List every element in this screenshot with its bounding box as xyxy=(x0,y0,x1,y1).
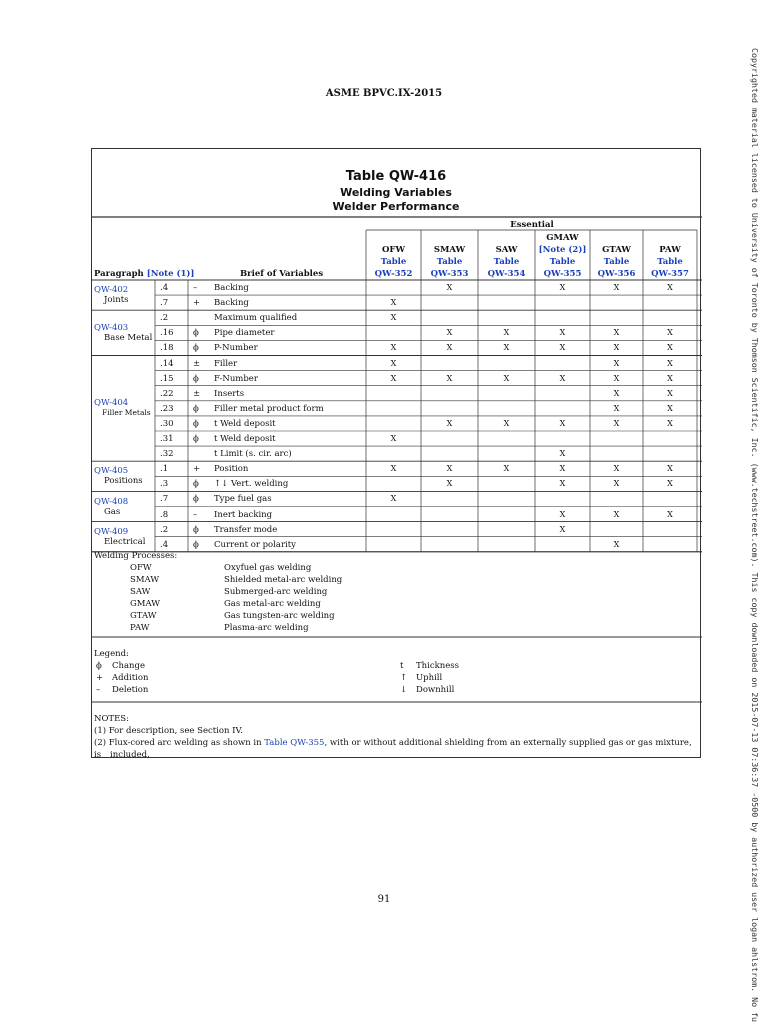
group-code-link[interactable]: QW-402 xyxy=(94,285,129,296)
row-paragraph: .2 xyxy=(160,524,169,535)
process-header-gtaw xyxy=(590,244,643,280)
group-code-link[interactable]: QW-408 xyxy=(94,496,129,507)
row-mark-gtaw: X xyxy=(613,479,620,489)
process-header-smaw xyxy=(421,244,478,280)
group-name: Positions xyxy=(104,476,143,487)
row-mark-gmaw: X xyxy=(559,449,566,459)
legend-symbol: ↓ xyxy=(400,685,408,695)
process-abbr: SAW xyxy=(130,587,151,597)
running-header: ASME BPVC.IX-2015 xyxy=(325,88,443,99)
table-qw-355-link[interactable]: Table QW-355 xyxy=(264,738,325,748)
process-header-gmaw xyxy=(535,232,590,280)
row-symbol: + xyxy=(193,464,201,475)
row-paragraph: .32 xyxy=(160,449,174,460)
row-mark-ofw: X xyxy=(390,434,397,443)
legend-label: Deletion xyxy=(112,685,149,695)
legend-heading: Legend: xyxy=(94,649,129,659)
row-mark-gmaw: X xyxy=(559,509,566,519)
process-header-ref2[interactable]: QW-355 xyxy=(543,269,582,279)
row-mark-gtaw: X xyxy=(613,509,620,519)
row-mark-smaw: X xyxy=(446,373,453,383)
table-grid xyxy=(92,149,702,759)
row-description: Type fuel gas xyxy=(214,494,272,505)
row-mark-ofw: X xyxy=(390,298,397,308)
row-symbol: ϕ xyxy=(193,539,199,550)
row-description: Backing xyxy=(214,298,249,309)
process-abbr: OFW xyxy=(130,563,152,573)
row-mark-gmaw: X xyxy=(559,343,566,353)
group-label xyxy=(94,527,145,547)
row-mark-smaw: X xyxy=(446,464,453,474)
row-mark-gtaw: X xyxy=(613,283,620,292)
row-description: Current or polarity xyxy=(214,539,296,550)
row-mark-ofw: X xyxy=(390,464,397,474)
process-header-ref2[interactable]: QW-353 xyxy=(430,269,469,279)
row-mark-paw: X xyxy=(667,328,673,338)
row-paragraph: .18 xyxy=(160,343,174,354)
row-description: Backing xyxy=(214,283,249,293)
row-paragraph: .22 xyxy=(160,388,174,399)
essential-header: Essential xyxy=(510,220,554,230)
process-header-ref2[interactable]: QW-352 xyxy=(374,269,413,279)
group-label xyxy=(94,285,129,305)
row-mark-smaw: X xyxy=(446,343,453,353)
row-symbol: ϕ xyxy=(193,479,199,490)
row-description: t Weld deposit xyxy=(214,434,276,444)
row-paragraph: .4 xyxy=(160,539,169,550)
row-mark-gmaw: X xyxy=(559,418,566,428)
paragraph-header xyxy=(94,268,194,280)
row-mark-ofw: X xyxy=(390,313,397,323)
process-header-ref2[interactable]: QW-357 xyxy=(651,269,689,279)
legend-symbol: ϕ xyxy=(96,661,102,671)
table-subtitle-1: Welding Variables xyxy=(340,186,452,199)
row-mark-ofw: X xyxy=(390,343,397,353)
legend-symbol: – xyxy=(96,685,101,695)
note-2-text: (2) Flux-cored arc welding as shown in xyxy=(94,738,265,748)
row-paragraph: .1 xyxy=(160,464,169,475)
process-header-ref1[interactable]: Table xyxy=(436,257,463,267)
note-2 xyxy=(94,737,700,761)
group-code-link[interactable]: QW-405 xyxy=(94,466,129,477)
row-symbol: ϕ xyxy=(193,524,199,535)
notes-heading: NOTES: xyxy=(94,714,129,724)
row-paragraph: .3 xyxy=(160,479,169,490)
row-description: t Weld deposit xyxy=(214,418,276,429)
group-label xyxy=(94,398,151,418)
process-header-ref1[interactable]: Table xyxy=(493,257,520,267)
row-paragraph: .4 xyxy=(160,283,169,293)
row-description: Transfer mode xyxy=(214,524,278,535)
process-header-ref2[interactable]: QW-356 xyxy=(597,269,636,279)
process-name: Gas metal-arc welding xyxy=(224,599,321,609)
note-1-link[interactable]: [Note (1)] xyxy=(146,269,195,279)
row-mark-gtaw: X xyxy=(613,388,620,398)
process-header-name: PAW xyxy=(659,245,681,255)
legend-label: Uphill xyxy=(416,673,443,683)
row-mark-paw: X xyxy=(667,509,673,519)
row-mark-gmaw: X xyxy=(559,464,566,474)
note-1: (1) For description, see Section IV. xyxy=(94,726,243,736)
legend-label: Thickness xyxy=(416,661,460,671)
row-symbol: ϕ xyxy=(193,373,199,384)
row-mark-paw: X xyxy=(667,403,673,413)
group-code-link[interactable]: QW-403 xyxy=(94,322,129,333)
process-header-paw xyxy=(643,244,697,280)
process-header-note[interactable]: [Note (2)] xyxy=(538,245,587,255)
paragraph-label: Paragraph xyxy=(94,269,144,279)
process-abbr: GTAW xyxy=(130,611,157,621)
row-paragraph: .7 xyxy=(160,298,169,309)
process-name: Gas tungsten-arc welding xyxy=(224,611,335,621)
row-mark-paw: X xyxy=(667,283,673,292)
legend-symbol: + xyxy=(96,673,104,683)
row-mark-smaw: X xyxy=(446,328,453,338)
row-description: Filler metal product form xyxy=(214,403,324,414)
row-paragraph: .8 xyxy=(160,509,169,520)
row-mark-gmaw: X xyxy=(559,524,566,534)
row-symbol: – xyxy=(193,283,198,293)
group-label xyxy=(94,497,128,517)
row-paragraph: .23 xyxy=(160,403,174,414)
row-description: Filler xyxy=(214,358,238,369)
row-mark-gtaw: X xyxy=(613,373,620,383)
group-label xyxy=(94,466,143,486)
process-name: Oxyfuel gas welding xyxy=(224,563,312,573)
group-code-link[interactable]: QW-409 xyxy=(94,526,129,537)
process-name: Shielded metal-arc welding xyxy=(224,575,343,585)
group-name: Electrical xyxy=(104,536,146,547)
note-2-continuation: included. xyxy=(110,750,150,760)
row-paragraph: .15 xyxy=(160,373,174,384)
row-paragraph: .16 xyxy=(160,328,174,339)
row-symbol: ϕ xyxy=(193,418,199,429)
table-frame xyxy=(91,148,701,758)
process-header-ref2[interactable]: QW-354 xyxy=(487,269,526,279)
row-mark-saw: X xyxy=(503,464,510,474)
row-symbol: ± xyxy=(193,358,201,369)
row-mark-ofw: X xyxy=(390,494,397,504)
row-mark-saw: X xyxy=(503,418,510,428)
row-symbol: ϕ xyxy=(193,328,199,339)
row-symbol: ϕ xyxy=(193,343,199,354)
row-mark-paw: X xyxy=(667,373,673,383)
process-header-name: GMAW xyxy=(546,233,579,243)
process-abbr: SMAW xyxy=(130,575,160,585)
process-header-name: OFW xyxy=(382,245,405,255)
process-header-ref1[interactable]: Table xyxy=(657,257,683,267)
row-mark-paw: X xyxy=(667,388,673,398)
legend-label: Downhill xyxy=(416,685,455,695)
row-mark-gtaw: X xyxy=(613,403,620,413)
row-description: Maximum qualified xyxy=(214,313,298,324)
group-name: Joints xyxy=(104,295,129,306)
row-symbol: ϕ xyxy=(193,434,199,444)
group-code-link[interactable]: QW-404 xyxy=(94,398,129,409)
row-symbol: ϕ xyxy=(193,494,199,505)
row-description: F-Number xyxy=(214,373,258,384)
brief-header: Brief of Variables xyxy=(240,269,324,279)
note-2-text-cont: , with or without additional shielding from an externally supplied gas or gas mixture, is xyxy=(94,738,692,760)
row-mark-paw: X xyxy=(667,343,673,353)
row-mark-smaw: X xyxy=(446,283,453,292)
row-mark-gtaw: X xyxy=(613,418,620,428)
row-paragraph: .7 xyxy=(160,494,169,505)
row-mark-ofw: X xyxy=(390,358,397,368)
process-name: Submerged-arc welding xyxy=(224,587,328,597)
row-mark-gmaw: X xyxy=(559,479,566,489)
row-mark-paw: X xyxy=(667,358,673,368)
process-header-name: GTAW xyxy=(602,245,631,255)
process-header-ref1[interactable]: Table xyxy=(549,257,576,267)
group-name: Filler Metals xyxy=(102,408,151,418)
welding-processes-heading: Welding Processes: xyxy=(94,551,178,561)
row-mark-smaw: X xyxy=(446,418,453,428)
row-mark-ofw: X xyxy=(390,373,397,383)
row-mark-gtaw: X xyxy=(613,358,620,368)
row-description: Inert backing xyxy=(214,509,273,520)
process-abbr: PAW xyxy=(130,623,150,633)
legend-label: Addition xyxy=(112,673,149,683)
row-paragraph: .30 xyxy=(160,418,174,429)
row-mark-smaw: X xyxy=(446,479,453,489)
row-symbol: – xyxy=(193,509,198,520)
row-mark-gmaw: X xyxy=(559,328,566,338)
process-header-ofw xyxy=(366,244,421,280)
row-mark-gmaw: X xyxy=(559,373,566,383)
process-name: Plasma-arc welding xyxy=(224,623,309,633)
page-number: 91 xyxy=(377,894,391,905)
legend-symbol: ↑ xyxy=(400,673,408,683)
row-description: Inserts xyxy=(214,388,245,399)
legend-label: Change xyxy=(112,661,145,671)
row-mark-saw: X xyxy=(503,328,510,338)
process-header-name: SAW xyxy=(495,245,518,255)
process-header-saw xyxy=(478,244,535,280)
process-header-ref1[interactable]: Table xyxy=(380,257,407,267)
group-name: Base Metal xyxy=(104,332,153,343)
group-name: Gas xyxy=(104,506,121,517)
row-mark-paw: X xyxy=(667,464,673,474)
row-symbol: ϕ xyxy=(193,403,199,414)
row-paragraph: .14 xyxy=(160,358,174,369)
row-mark-saw: X xyxy=(503,373,510,383)
row-paragraph: .2 xyxy=(160,313,169,324)
process-header-ref1[interactable]: Table xyxy=(603,257,630,267)
table-subtitle-2: Welder Performance xyxy=(332,200,460,213)
row-mark-gtaw: X xyxy=(613,464,620,474)
row-paragraph: .31 xyxy=(160,434,174,444)
copyright-text: Copyrighted material licensed to University of Toronto by Thomson Scientific, Inc. (www.techstreet.com). This copy downloaded on 2015-07-13 07:36:37 -0500 by authorized user logan ahlstrom. No fu xyxy=(750,48,760,1023)
row-mark-paw: X xyxy=(667,479,673,489)
row-description: ↑↓ Vert. welding xyxy=(214,479,289,490)
process-abbr: GMAW xyxy=(130,599,161,609)
row-symbol: + xyxy=(193,298,201,309)
row-mark-saw: X xyxy=(503,343,510,353)
process-header-name: SMAW xyxy=(433,245,466,255)
row-mark-gtaw: X xyxy=(613,343,620,353)
row-description: Position xyxy=(214,464,249,475)
copyright-sidebar xyxy=(748,48,764,1023)
row-description: P-Number xyxy=(214,343,258,354)
group-label xyxy=(94,323,152,343)
legend-symbol: t xyxy=(400,661,404,671)
row-mark-gmaw: X xyxy=(559,283,566,292)
row-mark-gtaw: X xyxy=(613,328,620,338)
row-description: t Limit (s. cir. arc) xyxy=(214,449,292,460)
row-symbol: ± xyxy=(193,388,201,399)
row-description: Pipe diameter xyxy=(214,328,275,339)
table-title: Table QW-416 xyxy=(345,169,447,184)
row-mark-gtaw: X xyxy=(613,539,620,549)
row-mark-paw: X xyxy=(667,418,673,428)
